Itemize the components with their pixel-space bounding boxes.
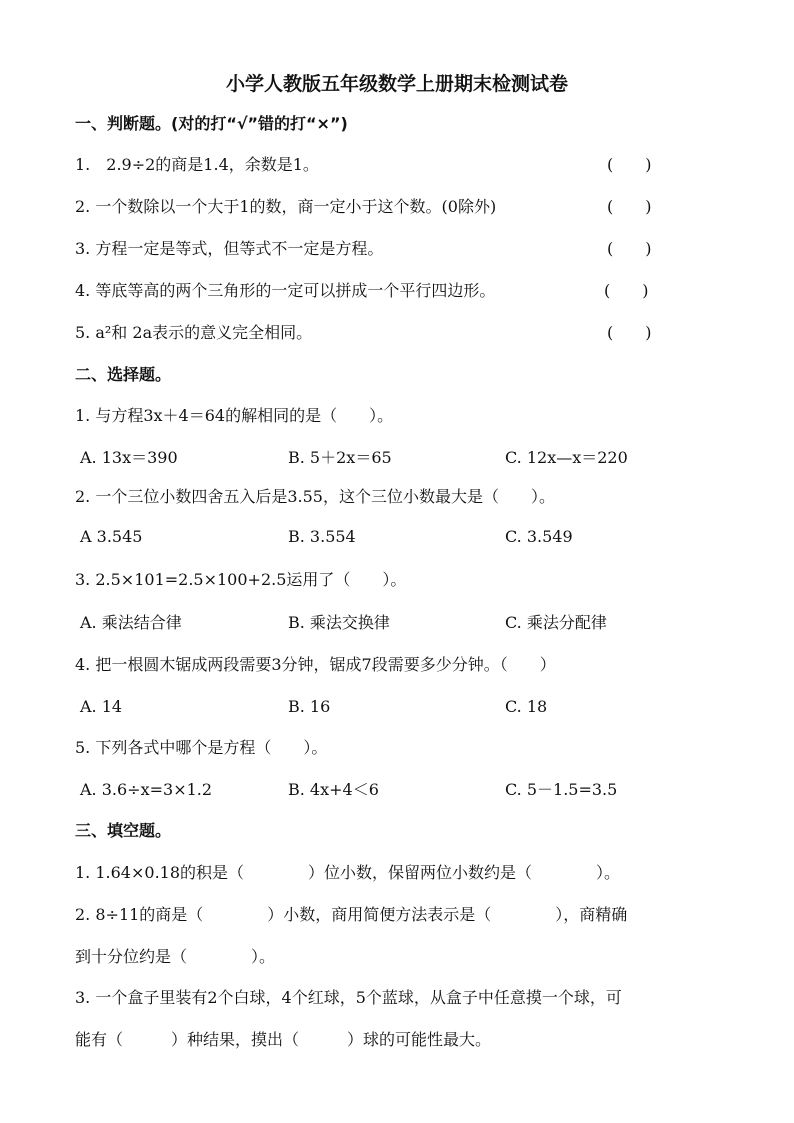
choice-question-3: 3. 2.5×101=2.5×100+2.5运用了（ ）。 <box>75 570 407 589</box>
judgment-item-4: 4. 等底等高的两个三角形的一定可以拼成一个平行四边形。 <box>75 281 496 300</box>
choice-question-2: 2. 一个三位小数四舍五入后是3.55，这个三位小数最大是（ ）。 <box>75 487 555 506</box>
judgment-item-1: 1. 2.9÷2的商是1.4，余数是1。 <box>75 155 319 174</box>
choice-option: B. 乘法交换律 <box>288 613 390 632</box>
fill-line-5: 能有（ ）种结果，摸出（ ）球的可能性最大。 <box>75 1030 492 1049</box>
answer-blank-5: ( ) <box>607 323 652 342</box>
judgment-item-3: 3. 方程一定是等式，但等式不一定是方程。 <box>75 239 384 258</box>
choice-option: A. 14 <box>80 697 123 716</box>
fill-line-2: 2. 8÷11的商是（ ）小数，商用简便方法表示是（ ），商精确 <box>75 905 628 924</box>
choice-option: A. 乘法结合律 <box>80 613 182 632</box>
choice-question-1: 1. 与方程3x＋4＝64的解相同的是（ ）。 <box>75 406 394 425</box>
answer-blank-4: ( ) <box>604 281 649 300</box>
answer-blank-2: ( ) <box>607 197 652 216</box>
answer-blank-1: ( ) <box>607 155 652 174</box>
section-heading-choice: 二、选择题。 <box>75 365 172 384</box>
fill-line-4: 3. 一个盒子里装有2个白球，4个红球，5个蓝球，从盒子中任意摸一个球，可 <box>75 988 622 1007</box>
choice-question-5: 5. 下列各式中哪个是方程（ ）。 <box>75 738 328 757</box>
judgment-item-2: 2. 一个数除以一个大于1的数，商一定小于这个数。(0除外) <box>75 197 497 216</box>
choice-option: C. 乘法分配律 <box>505 613 607 632</box>
choice-option: C. 18 <box>505 697 548 716</box>
fill-line-3: 到十分位约是（ ）。 <box>75 947 276 966</box>
choice-option: A. 3.6÷x=3×1.2 <box>80 780 213 799</box>
choice-question-4: 4. 把一根圆木锯成两段需要3分钟，锯成7段需要多少分钟。（ ） <box>75 655 556 674</box>
answer-blank-3: ( ) <box>607 239 652 258</box>
fill-line-1: 1. 1.64×0.18的积是（ ）位小数，保留两位小数约是（ ）。 <box>75 863 621 882</box>
section-heading-judgment: 一、判断题。(对的打“√”错的打“×”) <box>75 114 348 133</box>
choice-option: A. 13x＝390 <box>80 448 178 467</box>
choice-option: A 3.545 <box>80 527 143 546</box>
choice-option: B. 16 <box>288 697 331 716</box>
section-heading-fill: 三、填空题。 <box>75 821 172 840</box>
choice-option: B. 3.554 <box>288 527 356 546</box>
choice-option: B. 4x+4＜6 <box>288 780 379 799</box>
page-title: 小学人教版五年级数学上册期末检测试卷 <box>225 73 568 95</box>
choice-option: B. 5＋2x＝65 <box>288 448 392 467</box>
judgment-item-5: 5. a²和 2a表示的意义完全相同。 <box>75 323 313 342</box>
choice-option: C. 12x—x＝220 <box>505 448 628 467</box>
choice-option: C. 5－1.5=3.5 <box>505 780 618 799</box>
choice-option: C. 3.549 <box>505 527 573 546</box>
